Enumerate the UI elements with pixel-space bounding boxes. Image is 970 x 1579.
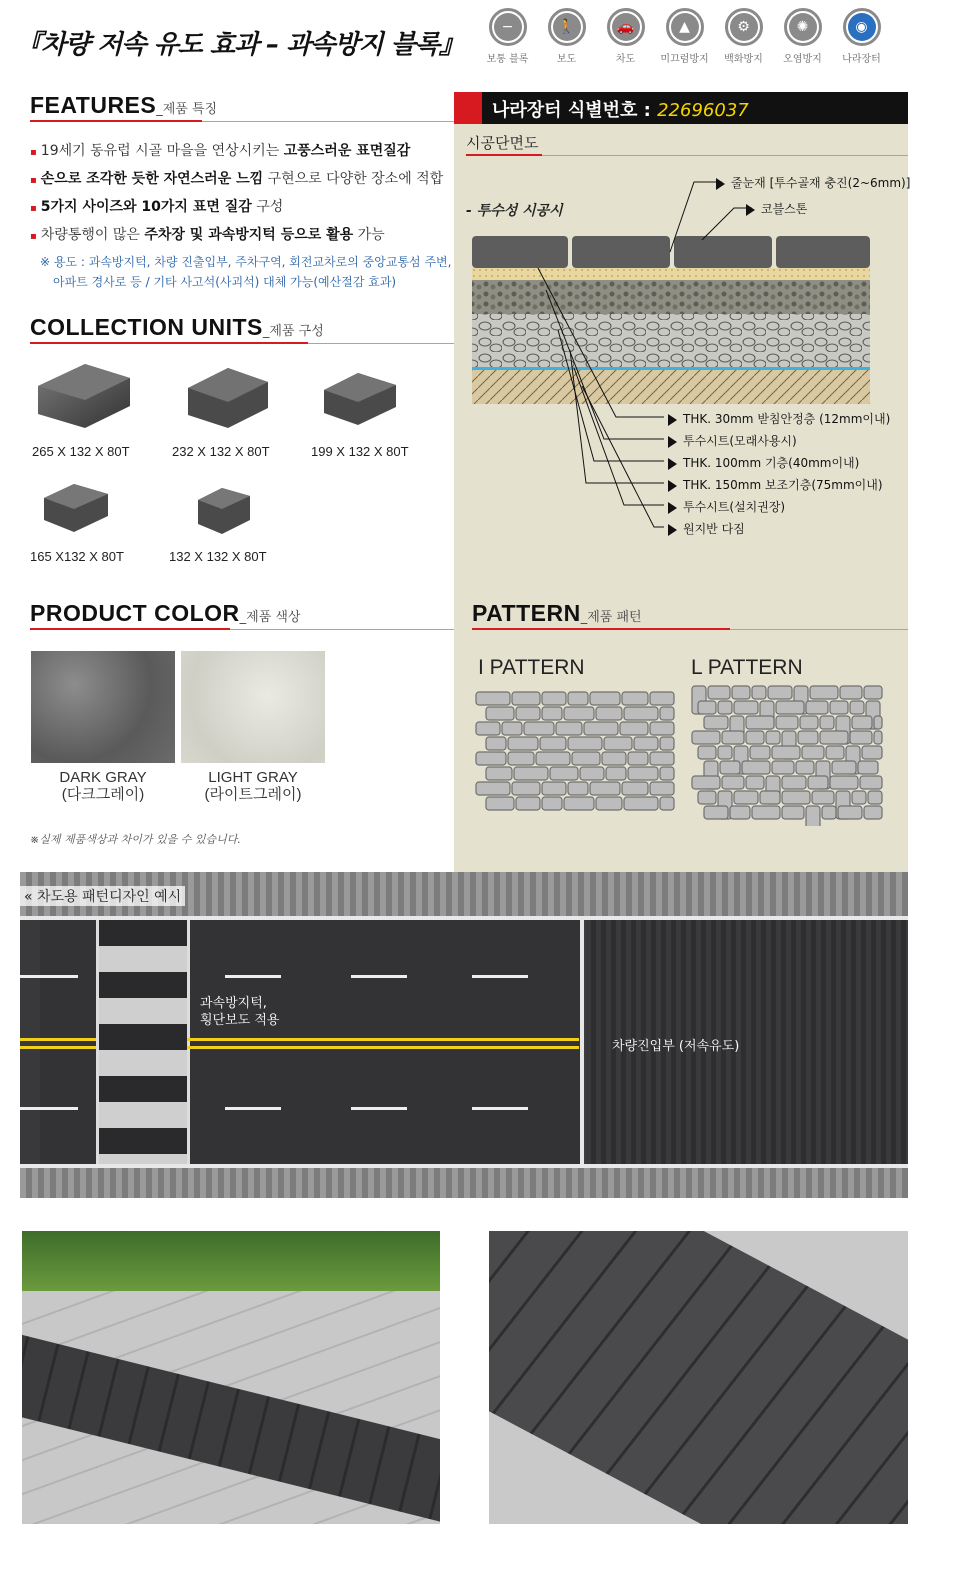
- paver-block: [732, 686, 750, 699]
- paver-block: [698, 701, 716, 714]
- paver-block: [660, 737, 674, 750]
- paver-block: [542, 782, 566, 795]
- pattern-rule: [730, 629, 908, 630]
- arrow-icon: [668, 502, 677, 514]
- paver-block: [596, 797, 622, 810]
- paver-block: [542, 797, 562, 810]
- paver-block: [508, 737, 538, 750]
- feature-text: 구성: [251, 199, 284, 215]
- collection-underline: [30, 342, 308, 344]
- paver-block: [838, 806, 862, 819]
- pattern-heading-sub: _제품 패턴: [580, 610, 642, 625]
- feature-bold: 고풍스러운 표면질감: [283, 143, 411, 159]
- feature-text: 19세기 동유럽 시골 마을을 연상시키는: [40, 143, 284, 159]
- paver-block: [874, 731, 882, 744]
- unit-label: 132 X 132 X 80T: [169, 549, 267, 564]
- icon-label: 보통 블록: [486, 54, 529, 65]
- paver-block: [850, 731, 872, 744]
- paver-block: [622, 782, 648, 795]
- paver-block: [810, 686, 838, 699]
- block-165-image: [38, 476, 114, 536]
- paver-block: [606, 767, 626, 780]
- layer-text: 투수시트(모래사용시): [683, 434, 797, 448]
- paver-block: [692, 731, 720, 744]
- paver-block: [516, 707, 540, 720]
- paver-block: [584, 722, 618, 735]
- paver-block: [860, 776, 882, 789]
- unit-label: 165 X132 X 80T: [30, 549, 124, 564]
- icon-cell: [832, 8, 891, 65]
- arrow-icon: [668, 414, 677, 426]
- pattern-heading: [472, 600, 642, 627]
- feature-bold: 주차장 및 과속방지턱 등으로 활용: [144, 227, 354, 243]
- paver-block: [556, 722, 582, 735]
- icon-label: 차도: [615, 54, 636, 65]
- feature-bold: 5가지 사이즈와 10가지 표면 질감: [40, 199, 252, 215]
- paver-block: [874, 716, 882, 729]
- pattern-underline: [472, 628, 730, 630]
- paver-block: [768, 686, 792, 699]
- paver-block: [604, 737, 632, 750]
- paver-block: [798, 731, 818, 744]
- icon-cell: [537, 8, 596, 65]
- layer-label: [668, 410, 890, 427]
- layer-label: [668, 454, 859, 471]
- paver-block: [476, 722, 500, 735]
- section-view-subtitle: - 투수성 시공시: [466, 203, 563, 219]
- paver-block: [650, 692, 674, 705]
- nara-id-bar: [454, 92, 908, 124]
- paver-block: [832, 761, 856, 774]
- paver-block: [516, 797, 540, 810]
- paver-block: [772, 746, 800, 759]
- paver-block: [808, 776, 828, 789]
- lane-dash: [20, 975, 78, 978]
- icon-glyph: 🚶: [553, 13, 581, 41]
- paver-block: [660, 707, 674, 720]
- icon-label: 오염방지: [783, 54, 822, 65]
- paver-block: [822, 806, 836, 819]
- paver-block: [752, 686, 766, 699]
- unit-label: 199 X 132 X 80T: [311, 444, 409, 459]
- installation-photo-left: [22, 1231, 440, 1524]
- paver-block: [524, 722, 554, 735]
- paver-block: [624, 707, 658, 720]
- layer-text: 원지반 다짐: [683, 522, 745, 536]
- feature-text: 차량통행이 많은: [40, 227, 145, 243]
- paver-block: [858, 761, 878, 774]
- arrow-icon: [668, 458, 677, 470]
- feature-item: [30, 222, 443, 250]
- paver-block: [486, 737, 506, 750]
- dark-gray-name-ko: (다크그레이): [61, 786, 145, 803]
- icon-cell: [714, 8, 773, 65]
- bullet-icon: ▪: [30, 203, 37, 214]
- feature-item: [30, 138, 443, 166]
- road-bottom-curb: [20, 1168, 908, 1198]
- paver-block: [718, 746, 732, 759]
- paver-block: [476, 692, 510, 705]
- paver-block: [476, 782, 510, 795]
- usage-note: [40, 252, 451, 292]
- paver-block: [540, 737, 566, 750]
- features-heading-sub: _제품 특징: [156, 102, 218, 117]
- paver-block: [486, 797, 514, 810]
- paver-block: [542, 692, 566, 705]
- paver-block: [568, 782, 588, 795]
- paver-block: [840, 686, 862, 699]
- paver-block: [830, 701, 848, 714]
- icon-label: 보도: [556, 54, 577, 65]
- car-icon: [607, 8, 645, 46]
- paver-block: [800, 716, 818, 729]
- features-rule: [202, 121, 454, 122]
- dark-gray-swatch: [31, 651, 175, 763]
- paver-block: [508, 752, 534, 765]
- paver-block: [650, 752, 674, 765]
- paver-block: [708, 686, 730, 699]
- arrow-icon: [668, 480, 677, 492]
- paver-block: [718, 701, 732, 714]
- paver-block: [486, 707, 514, 720]
- installation-photo-right: [489, 1231, 908, 1524]
- paver-block: [550, 767, 578, 780]
- cobblestone-text: 코블스톤: [761, 202, 808, 216]
- collection-heading-sub: _제품 구성: [262, 324, 324, 339]
- anti-whitening-icon: [725, 8, 763, 46]
- paver-block: [572, 752, 600, 765]
- usage-note-line1: ※ 용도 : 과속방지턱, 차량 진출입부, 주차구역, 회전교차로의 중앙교통섬 주변,: [40, 255, 452, 269]
- collection-heading-text: COLLECTION UNITS: [30, 314, 263, 340]
- layer-text: THK. 100mm 기층(40mm이내): [683, 456, 860, 470]
- paver-block: [720, 761, 740, 774]
- feature-icon-row: [478, 8, 891, 65]
- photo-greenery: [22, 1231, 440, 1291]
- crosswalk-label-2: 횡단보도 적용: [200, 1013, 280, 1028]
- arrow-icon: [716, 178, 725, 190]
- road-heading: « 차도용 패턴디자인 예시: [20, 886, 185, 906]
- paver-block: [830, 776, 858, 789]
- color-heading-sub: _제품 색상: [239, 610, 301, 625]
- bullet-icon: ▪: [30, 147, 37, 158]
- features-heading-text: FEATURES: [30, 92, 157, 118]
- lane-dash: [225, 1107, 281, 1110]
- paver-block: [514, 767, 548, 780]
- layer-text: 투수시트(설치권장): [683, 500, 786, 514]
- road-example: [20, 872, 908, 1198]
- center-line: [187, 1046, 579, 1049]
- paver-block: [596, 707, 622, 720]
- bullet-icon: ▪: [30, 175, 37, 186]
- light-gray-name-ko: (라이트그레이): [204, 786, 302, 803]
- stop-line: [580, 920, 584, 1164]
- paver-block: [602, 752, 626, 765]
- icon-cell: [596, 8, 655, 65]
- paver-block: [660, 797, 674, 810]
- paver-block: [782, 806, 804, 819]
- paver-block: [536, 752, 570, 765]
- paver-block: [512, 692, 540, 705]
- color-disclaimer: ※실제 제품색상과 차이가 있을 수 있습니다.: [30, 833, 241, 846]
- joint-filler-label: [716, 174, 910, 191]
- page-title: 『차량 저속 유도 효과 – 과속방지 블록』: [16, 30, 464, 60]
- features-heading: [30, 92, 217, 119]
- l-pattern-title: L PATTERN: [691, 656, 803, 679]
- icon-cell: [773, 8, 832, 65]
- paver-block: [864, 686, 882, 699]
- paver-block: [862, 746, 882, 759]
- dark-gray-label: [31, 769, 175, 803]
- icon-glyph: 🚗: [612, 13, 640, 41]
- paver-block: [746, 716, 774, 729]
- paver-block: [766, 731, 780, 744]
- paver-block: [826, 746, 844, 759]
- layer-label: [668, 476, 883, 493]
- icon-label: 백화방지: [724, 54, 763, 65]
- features-list: [30, 138, 443, 250]
- block-132-image: [192, 480, 256, 540]
- layer-label: [668, 520, 745, 537]
- paver-block: [760, 791, 780, 804]
- collection-rule: [308, 343, 454, 344]
- paver-block: [796, 761, 814, 774]
- icon-glyph: ▲: [671, 13, 699, 41]
- paver-block: [486, 767, 512, 780]
- unit-label: 232 X 132 X 80T: [172, 444, 270, 459]
- layer-label: [668, 432, 797, 449]
- crosswalk-label-1: 과속방지턱,: [200, 996, 267, 1011]
- paver-block: [812, 791, 834, 804]
- block-265-image: [30, 356, 140, 436]
- paver-block: [820, 716, 834, 729]
- lane-dash: [225, 975, 281, 978]
- feature-item: [30, 166, 443, 194]
- paver-block: [782, 791, 810, 804]
- paver-block: [650, 722, 674, 735]
- i-pattern-title: I PATTERN: [478, 656, 585, 679]
- cobblestone-label: [746, 200, 807, 217]
- layer-label: [668, 498, 785, 515]
- paver-block: [590, 692, 620, 705]
- unit-label: 265 X 132 X 80T: [32, 444, 130, 459]
- icon-cell: [478, 8, 537, 65]
- section-view-heading: 시공단면도: [466, 134, 539, 152]
- icon-glyph: −: [494, 13, 522, 41]
- pattern-heading-text: PATTERN: [472, 600, 581, 626]
- paver-block: [868, 791, 882, 804]
- color-underline: [30, 628, 230, 630]
- paver-block: [750, 746, 770, 759]
- block-232-image: [180, 360, 275, 435]
- icon-glyph: ✺: [789, 13, 817, 41]
- light-gray-name-en: LIGHT GRAY: [208, 769, 298, 786]
- feature-text: 구현으로 다양한 장소에 적합: [263, 171, 444, 187]
- center-line: [20, 1046, 96, 1049]
- entry-zone-label: 차량진입부 (저속유도): [612, 1039, 740, 1054]
- road-bottom-edge: [20, 1164, 908, 1168]
- paver-block: [698, 791, 716, 804]
- center-line: [20, 1038, 96, 1041]
- joint-filler-text: 줄눈재 [투수골재 충진(2~6mm)]: [731, 176, 911, 190]
- paver-block: [568, 737, 602, 750]
- paver-block: [620, 722, 648, 735]
- icon-cell: [655, 8, 714, 65]
- i-pattern-image: [474, 690, 680, 818]
- paver-block: [850, 701, 864, 714]
- icon-label: 미끄럼방지: [660, 54, 709, 65]
- paver-block: [624, 797, 658, 810]
- feature-bold: 손으로 조각한 듯한 자연스러운 느낌: [40, 171, 264, 187]
- paver-block: [650, 782, 674, 795]
- usage-note-line2: 아파트 경사로 등 / 기타 사고석(사괴석) 대체 가능(예산절감 효과): [53, 275, 397, 289]
- paver-block: [806, 806, 820, 826]
- paver-block: [692, 776, 720, 789]
- paver-block: [852, 716, 872, 729]
- lane-dash: [20, 1107, 78, 1110]
- paver-block: [722, 731, 744, 744]
- paver-block: [564, 707, 594, 720]
- paver-block: [864, 806, 882, 819]
- color-heading: [30, 600, 301, 627]
- arrow-icon: [668, 436, 677, 448]
- lane-dash: [472, 975, 528, 978]
- anti-pollution-icon: [784, 8, 822, 46]
- dark-gray-name-en: DARK GRAY: [59, 769, 147, 786]
- feature-text: 가능: [353, 227, 385, 243]
- paver-block: [622, 692, 648, 705]
- lane-dash: [351, 975, 407, 978]
- paver-block: [580, 767, 604, 780]
- nara-id-text: [492, 96, 749, 122]
- lane-dash: [472, 1107, 528, 1110]
- crosswalk-block: [96, 920, 190, 1164]
- arrow-icon: [668, 524, 677, 536]
- paver-block: [746, 776, 764, 789]
- paver-block: [542, 707, 562, 720]
- paver-block: [782, 776, 806, 789]
- no-entry-icon: [489, 8, 527, 46]
- features-underline: [30, 120, 202, 122]
- paver-block: [512, 782, 540, 795]
- paver-block: [776, 701, 804, 714]
- layer-text: THK. 150mm 보조기층(75mm이내): [683, 478, 883, 492]
- icon-label: 나라장터: [842, 54, 881, 65]
- paver-block: [852, 791, 866, 804]
- nara-id-bar-accent: [454, 92, 482, 124]
- paver-block: [660, 767, 674, 780]
- arrow-icon: [746, 204, 755, 216]
- section-view-rule: [542, 155, 908, 156]
- lane-dash: [351, 1107, 407, 1110]
- paver-block: [776, 716, 798, 729]
- paver-block: [564, 797, 594, 810]
- paver-block: [734, 701, 758, 714]
- paver-block: [742, 761, 770, 774]
- nara-market-icon: [843, 8, 881, 46]
- paver-block: [476, 752, 506, 765]
- layer-text: THK. 30mm 받침안정층 (12mm이내): [683, 412, 891, 426]
- light-gray-swatch: [181, 651, 325, 763]
- l-pattern-image: [690, 684, 886, 826]
- center-line: [187, 1038, 579, 1041]
- paver-block: [820, 731, 848, 744]
- paver-block: [746, 731, 764, 744]
- paver-block: [704, 716, 728, 729]
- paver-block: [628, 767, 658, 780]
- pedestrian-icon: [548, 8, 586, 46]
- paver-block: [704, 806, 728, 819]
- light-gray-label: [181, 769, 325, 803]
- color-rule: [230, 629, 454, 630]
- collection-heading: [30, 314, 324, 341]
- asphalt-left: [20, 920, 40, 1164]
- paver-block: [634, 737, 658, 750]
- bullet-icon: ▪: [30, 231, 37, 242]
- paver-block: [730, 806, 750, 819]
- paver-block: [698, 746, 716, 759]
- paver-block: [568, 692, 588, 705]
- icon-glyph: ⚙: [730, 13, 758, 41]
- nara-id-number: 22696037: [657, 100, 749, 121]
- block-199-image: [318, 365, 403, 430]
- paver-block: [722, 776, 744, 789]
- photo-cobblestones: [489, 1231, 908, 1524]
- paver-block: [752, 806, 780, 819]
- paver-block: [806, 701, 828, 714]
- feature-item: [30, 194, 443, 222]
- color-heading-text: PRODUCT COLOR: [30, 600, 240, 626]
- paver-block: [590, 782, 620, 795]
- anti-slip-icon: [666, 8, 704, 46]
- section-view-underline: [466, 154, 542, 156]
- paver-block: [502, 722, 522, 735]
- nara-id-label: 나라장터 식별번호 :: [492, 100, 658, 121]
- paver-block: [628, 752, 648, 765]
- paver-block: [734, 791, 758, 804]
- paver-block: [772, 761, 794, 774]
- paver-block: [802, 746, 824, 759]
- icon-glyph: ◉: [848, 13, 876, 41]
